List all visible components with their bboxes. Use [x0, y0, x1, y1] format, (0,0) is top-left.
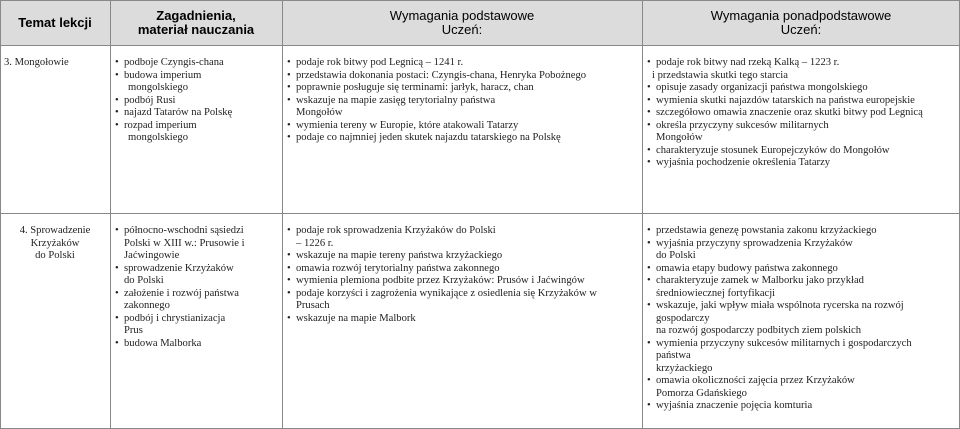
- list-item-continuation: na rozwój gospodarczy podbitych ziem polskich: [656, 325, 862, 336]
- list-item: • podaje rok sprowadzenia Krzyżaków do Polski: [286, 225, 640, 238]
- list-item: • wskazuje na mapie tereny państwa krzyżackiego: [286, 250, 640, 263]
- list-item-continuation: Prusach: [296, 300, 330, 311]
- grid-line: [0, 45, 960, 46]
- list-item: • określa przyczyny sukcesów militarnych: [646, 120, 956, 133]
- list-item-continuation: do Polski: [656, 250, 696, 261]
- list-item-continuation: średniowiecznej fortyfikacji: [656, 287, 776, 299]
- list-item: • podaje co najmniej jeden skutek najazdu tatarskiego na Polskę: [286, 132, 640, 145]
- list-item: • podaje rok bitwy nad rzeką Kalką – 1223 r.: [646, 57, 956, 70]
- header-topic: Temat lekcji: [18, 14, 92, 30]
- list-item: • podaje rok bitwy pod Legnicą – 1241 r.: [286, 57, 640, 70]
- list-item: • podbój i chrystianizacja: [114, 313, 280, 326]
- list-item: • budowa imperium: [114, 70, 280, 83]
- list-item: • charakteryzuje stosunek Europejczyków do Mongołów: [646, 145, 956, 158]
- list-item: • wymienia przyczyny sukcesów militarnych i gospodarczych: [646, 338, 956, 351]
- list-item-continuation: krzyżackiego: [656, 362, 713, 374]
- list-item-continuation: Polski w XIII w.: Prusowie i: [124, 237, 245, 249]
- list-item-continuation: Mongołów: [296, 107, 343, 118]
- list-item: • podbój Rusi: [114, 95, 280, 108]
- list-item: • budowa Malborka: [114, 338, 280, 351]
- grid-line: [0, 0, 1, 429]
- list-item: • opisuje zasady organizacji państwa mongolskiego: [646, 82, 956, 95]
- list-item-continuation: zakonnego: [124, 300, 170, 311]
- list-item: • najazd Tatarów na Polskę: [114, 107, 280, 120]
- list-item-continuation: państwa: [656, 350, 691, 361]
- grid-line: [0, 0, 960, 1]
- row-basic: [286, 57, 640, 145]
- list-item: • sprowadzenie Krzyżaków: [114, 263, 280, 276]
- list-item-continuation: mongolskiego: [128, 132, 189, 143]
- grid-line: [0, 213, 960, 214]
- list-item: • podaje korzyści i zagrożenia wynikające z osiedlenia się Krzyżaków w: [286, 288, 640, 301]
- list-item: • wyjaśnia przyczyny sprowadzenia Krzyżaków: [646, 238, 956, 251]
- list-item: • przedstawia dokonania postaci: Czyngis-chana, Henryka Pobożnego: [286, 70, 640, 83]
- grid-line: [642, 0, 643, 429]
- list-item: • wskazuje na mapie Malbork: [286, 313, 640, 326]
- row-basic: [286, 225, 640, 325]
- list-item-continuation: Pomorza Gdańskiego: [656, 387, 747, 399]
- list-item-continuation: Jaćwingowie: [124, 250, 180, 261]
- list-item: • szczegółowo omawia znaczenie oraz skutki bitwy pod Legnicą: [646, 107, 956, 120]
- header-advanced-requirements: Wymagania ponadpodstawowe Uczeń:: [710, 7, 892, 37]
- list-item: • omawia okoliczności zajęcia przez Krzyżaków: [646, 375, 956, 388]
- list-item: • omawia rozwój terytorialny państwa zakonnego: [286, 263, 640, 276]
- row-topic: 3. Mongołowie: [4, 57, 69, 68]
- list-item: • wskazuje na mapie zasięg terytorialny państwa: [286, 95, 640, 108]
- list-item-continuation: Mongołów: [656, 132, 703, 143]
- list-item-continuation: mongolskiego: [128, 82, 189, 93]
- header-basic-requirements: Wymagania podstawowe Uczeń:: [389, 7, 535, 37]
- list-item: • wyjaśnia znaczenie pojęcia komturia: [646, 400, 956, 413]
- header-issues: Zagadnienia, materiał nauczania: [137, 7, 255, 37]
- list-item-continuation: Prus: [124, 325, 143, 336]
- list-item: • rozpad imperium: [114, 120, 280, 133]
- list-item: • podboje Czyngis-chana: [114, 57, 280, 70]
- row-issues: [114, 57, 280, 145]
- list-item: • przedstawia genezę powstania zakonu krzyżackiego: [646, 225, 956, 238]
- list-item: • założenie i rozwój państwa: [114, 288, 280, 301]
- grid-line: [282, 0, 283, 429]
- grid-line: [110, 0, 111, 429]
- list-item-continuation: do Polski: [124, 275, 164, 286]
- row-topic: 4. Sprowadzenie Krzyżaków do Polski: [19, 225, 91, 261]
- list-item: • poprawnie posługuje się terminami: jarłyk, haracz, chan: [286, 82, 640, 95]
- list-item: • wskazuje, jaki wpływ miała wspólnota rycerska na rozwój gospodarczy: [646, 300, 956, 325]
- list-item-continuation: – 1226 r.: [296, 237, 334, 249]
- list-item: • północno-wschodni sąsiedzi: [114, 225, 280, 238]
- row-advanced: [646, 225, 956, 413]
- list-item-continuation: i przedstawia skutki tego starcia: [652, 69, 788, 81]
- row-issues: [114, 225, 280, 350]
- list-item: • wymienia tereny w Europie, które atakowali Tatarzy: [286, 120, 640, 133]
- row-advanced: [646, 57, 956, 170]
- list-item: • wymienia plemiona podbite przez Krzyżaków: Prusów i Jaćwingów: [286, 275, 640, 288]
- list-item: • omawia etapy budowy państwa zakonnego: [646, 263, 956, 276]
- list-item: • wymienia skutki najazdów tatarskich na państwa europejskie: [646, 95, 956, 108]
- list-item: • wyjaśnia pochodzenie określenia Tatarzy: [646, 157, 956, 170]
- list-item: • charakteryzuje zamek w Malborku jako przykład: [646, 275, 956, 288]
